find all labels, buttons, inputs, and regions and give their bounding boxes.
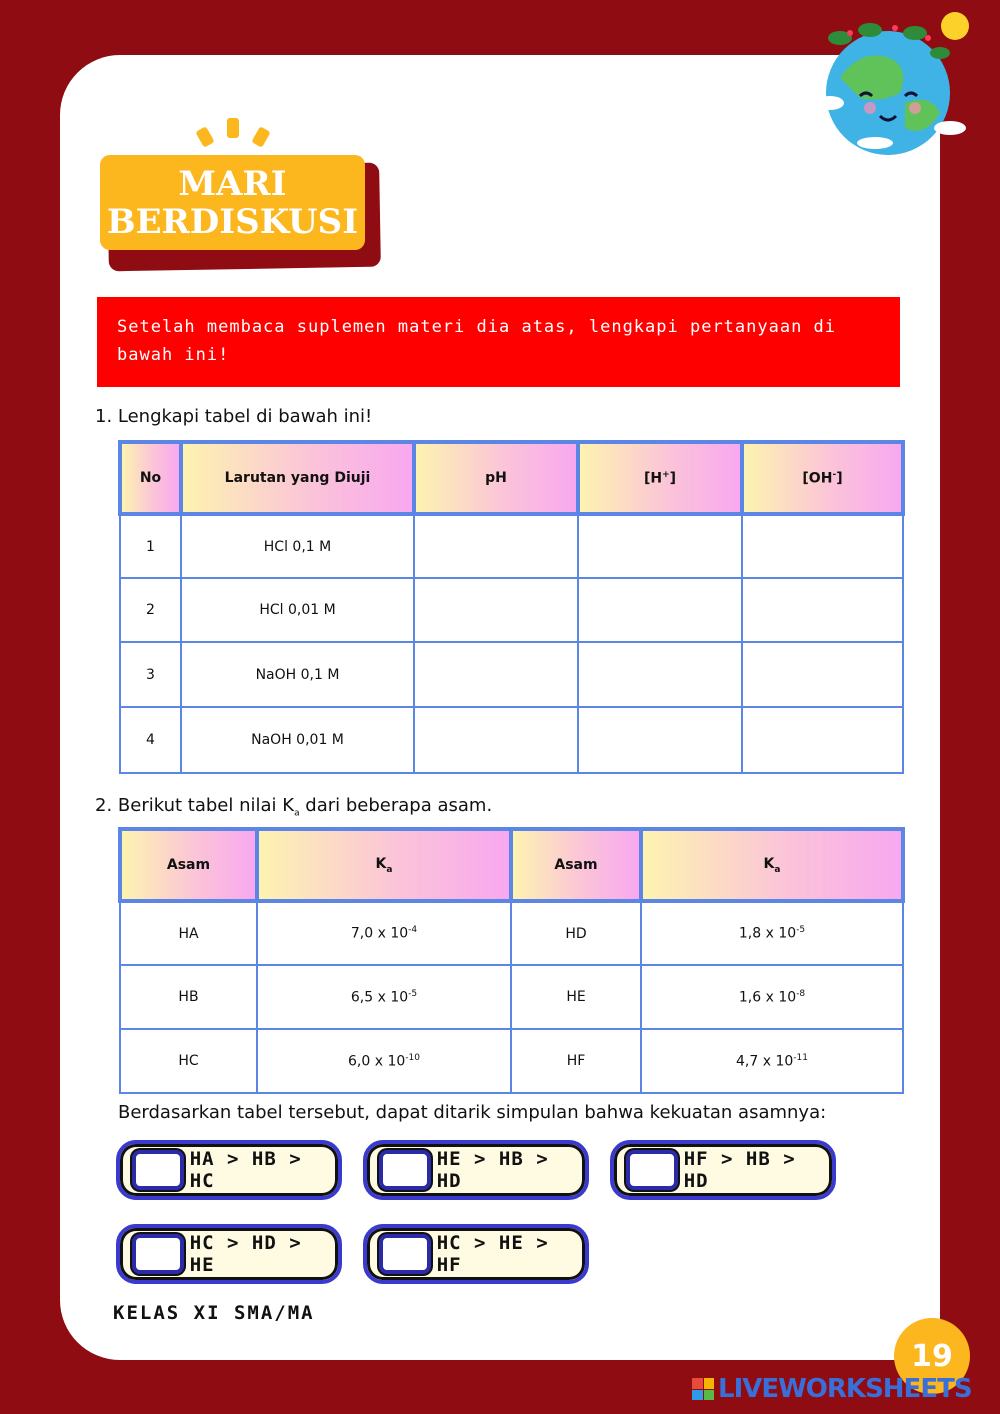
cell-no: 1 xyxy=(120,514,181,578)
cell-acid: HE xyxy=(511,965,641,1029)
cell-ka: 6,0 x $10^{-10}$ xyxy=(257,1029,511,1093)
cell-no: 4 xyxy=(120,707,181,773)
watermark-text: LIVEWORKSHEETS xyxy=(718,1374,972,1404)
header-asam: Asam xyxy=(511,829,641,901)
cell-ph-input[interactable] xyxy=(414,642,578,707)
cell-larutan: NaOH 0,01 M xyxy=(181,707,414,773)
cell-no: 3 xyxy=(120,642,181,707)
cell-acid: HC xyxy=(120,1029,257,1093)
heading-line-2: BERDISKUSI xyxy=(106,201,359,242)
header-ph: pH xyxy=(414,442,578,514)
cell-ph-input[interactable] xyxy=(414,578,578,642)
table-row xyxy=(120,578,903,642)
table-row xyxy=(120,707,903,773)
cell-acid: HF xyxy=(511,1029,641,1093)
cell-larutan: NaOH 0,1 M xyxy=(181,642,414,707)
table-row xyxy=(120,1029,903,1093)
option-1[interactable] xyxy=(116,1140,342,1200)
instruction-banner: Setelah membaca suplemen materi dia atas, lengkapi pertanyaan di bawah ini! xyxy=(97,297,900,387)
table-row xyxy=(120,901,903,965)
option-4[interactable] xyxy=(116,1224,342,1284)
table-row xyxy=(120,965,903,1029)
table-ph xyxy=(118,440,905,774)
cell-oh-input[interactable] xyxy=(742,578,903,642)
liveworksheets-logo xyxy=(692,1374,972,1404)
option-3[interactable] xyxy=(610,1140,836,1200)
header-larutan: Larutan yang Diuji xyxy=(181,442,414,514)
table-row xyxy=(120,642,903,707)
cell-acid: HA xyxy=(120,901,257,965)
cell-larutan: HCl 0,1 M xyxy=(181,514,414,578)
option-2[interactable] xyxy=(363,1140,589,1200)
option-label: HE > HB > HD xyxy=(436,1148,549,1192)
header-no: No xyxy=(120,442,181,514)
cell-larutan: HCl 0,01 M xyxy=(181,578,414,642)
option-checkbox[interactable] xyxy=(379,1150,431,1190)
question-1-prompt: 1. Lengkapi tabel di bawah ini! xyxy=(95,406,373,427)
sparkle-icon xyxy=(195,116,275,156)
cell-oh-input[interactable] xyxy=(742,514,903,578)
cell-ka: 7,0 x $10^{-4}$ xyxy=(257,901,511,965)
heading-badge xyxy=(100,155,365,250)
header-asam: Asam xyxy=(120,829,257,901)
cell-ka: 4,7 x $10^{-11}$ xyxy=(641,1029,903,1093)
header-ka: $K_a$ xyxy=(257,829,511,901)
page-number: 19 xyxy=(894,1318,970,1394)
class-label: KELAS XI SMA/MA xyxy=(113,1302,315,1324)
question-2-prompt: 2. Berikut tabel nilai $K_a$ dari beberapa asam. xyxy=(95,795,493,819)
option-checkbox[interactable] xyxy=(626,1150,678,1190)
option-checkbox[interactable] xyxy=(379,1234,431,1274)
option-label: HF > HB > HD xyxy=(683,1148,796,1192)
cell-acid: HD xyxy=(511,901,641,965)
heading-line-1: MARI xyxy=(178,163,287,204)
conclusion-text: Berdasarkan tabel tersebut, dapat ditarik simpulan bahwa kekuatan asamnya: xyxy=(118,1102,827,1123)
option-checkbox[interactable] xyxy=(132,1150,184,1190)
option-checkbox[interactable] xyxy=(132,1234,184,1274)
header-ka: $K_a$ xyxy=(641,829,903,901)
option-5[interactable] xyxy=(363,1224,589,1284)
option-label: HC > HD > HE xyxy=(189,1232,302,1276)
cell-ka: 1,6 x $10^{-8}$ xyxy=(641,965,903,1029)
table-row xyxy=(120,514,903,578)
liveworksheets-icon xyxy=(692,1378,714,1400)
earth-illustration xyxy=(800,8,980,158)
cell-no: 2 xyxy=(120,578,181,642)
table-ka xyxy=(118,827,905,1094)
cell-h-input[interactable] xyxy=(578,578,742,642)
cell-h-input[interactable] xyxy=(578,514,742,578)
cell-oh-input[interactable] xyxy=(742,707,903,773)
cell-oh-input[interactable] xyxy=(742,642,903,707)
cell-h-input[interactable] xyxy=(578,642,742,707)
option-label: HC > HE > HF xyxy=(436,1232,549,1276)
cell-ph-input[interactable] xyxy=(414,707,578,773)
cell-ph-input[interactable] xyxy=(414,514,578,578)
cell-acid: HB xyxy=(120,965,257,1029)
cell-ka: 6,5 x $10^{-5}$ xyxy=(257,965,511,1029)
option-label: HA > HB > HC xyxy=(189,1148,302,1192)
cell-ka: 1,8 x $10^{-5}$ xyxy=(641,901,903,965)
header-oh: [OH-] xyxy=(742,442,903,514)
cell-h-input[interactable] xyxy=(578,707,742,773)
header-h: [H+] xyxy=(578,442,742,514)
